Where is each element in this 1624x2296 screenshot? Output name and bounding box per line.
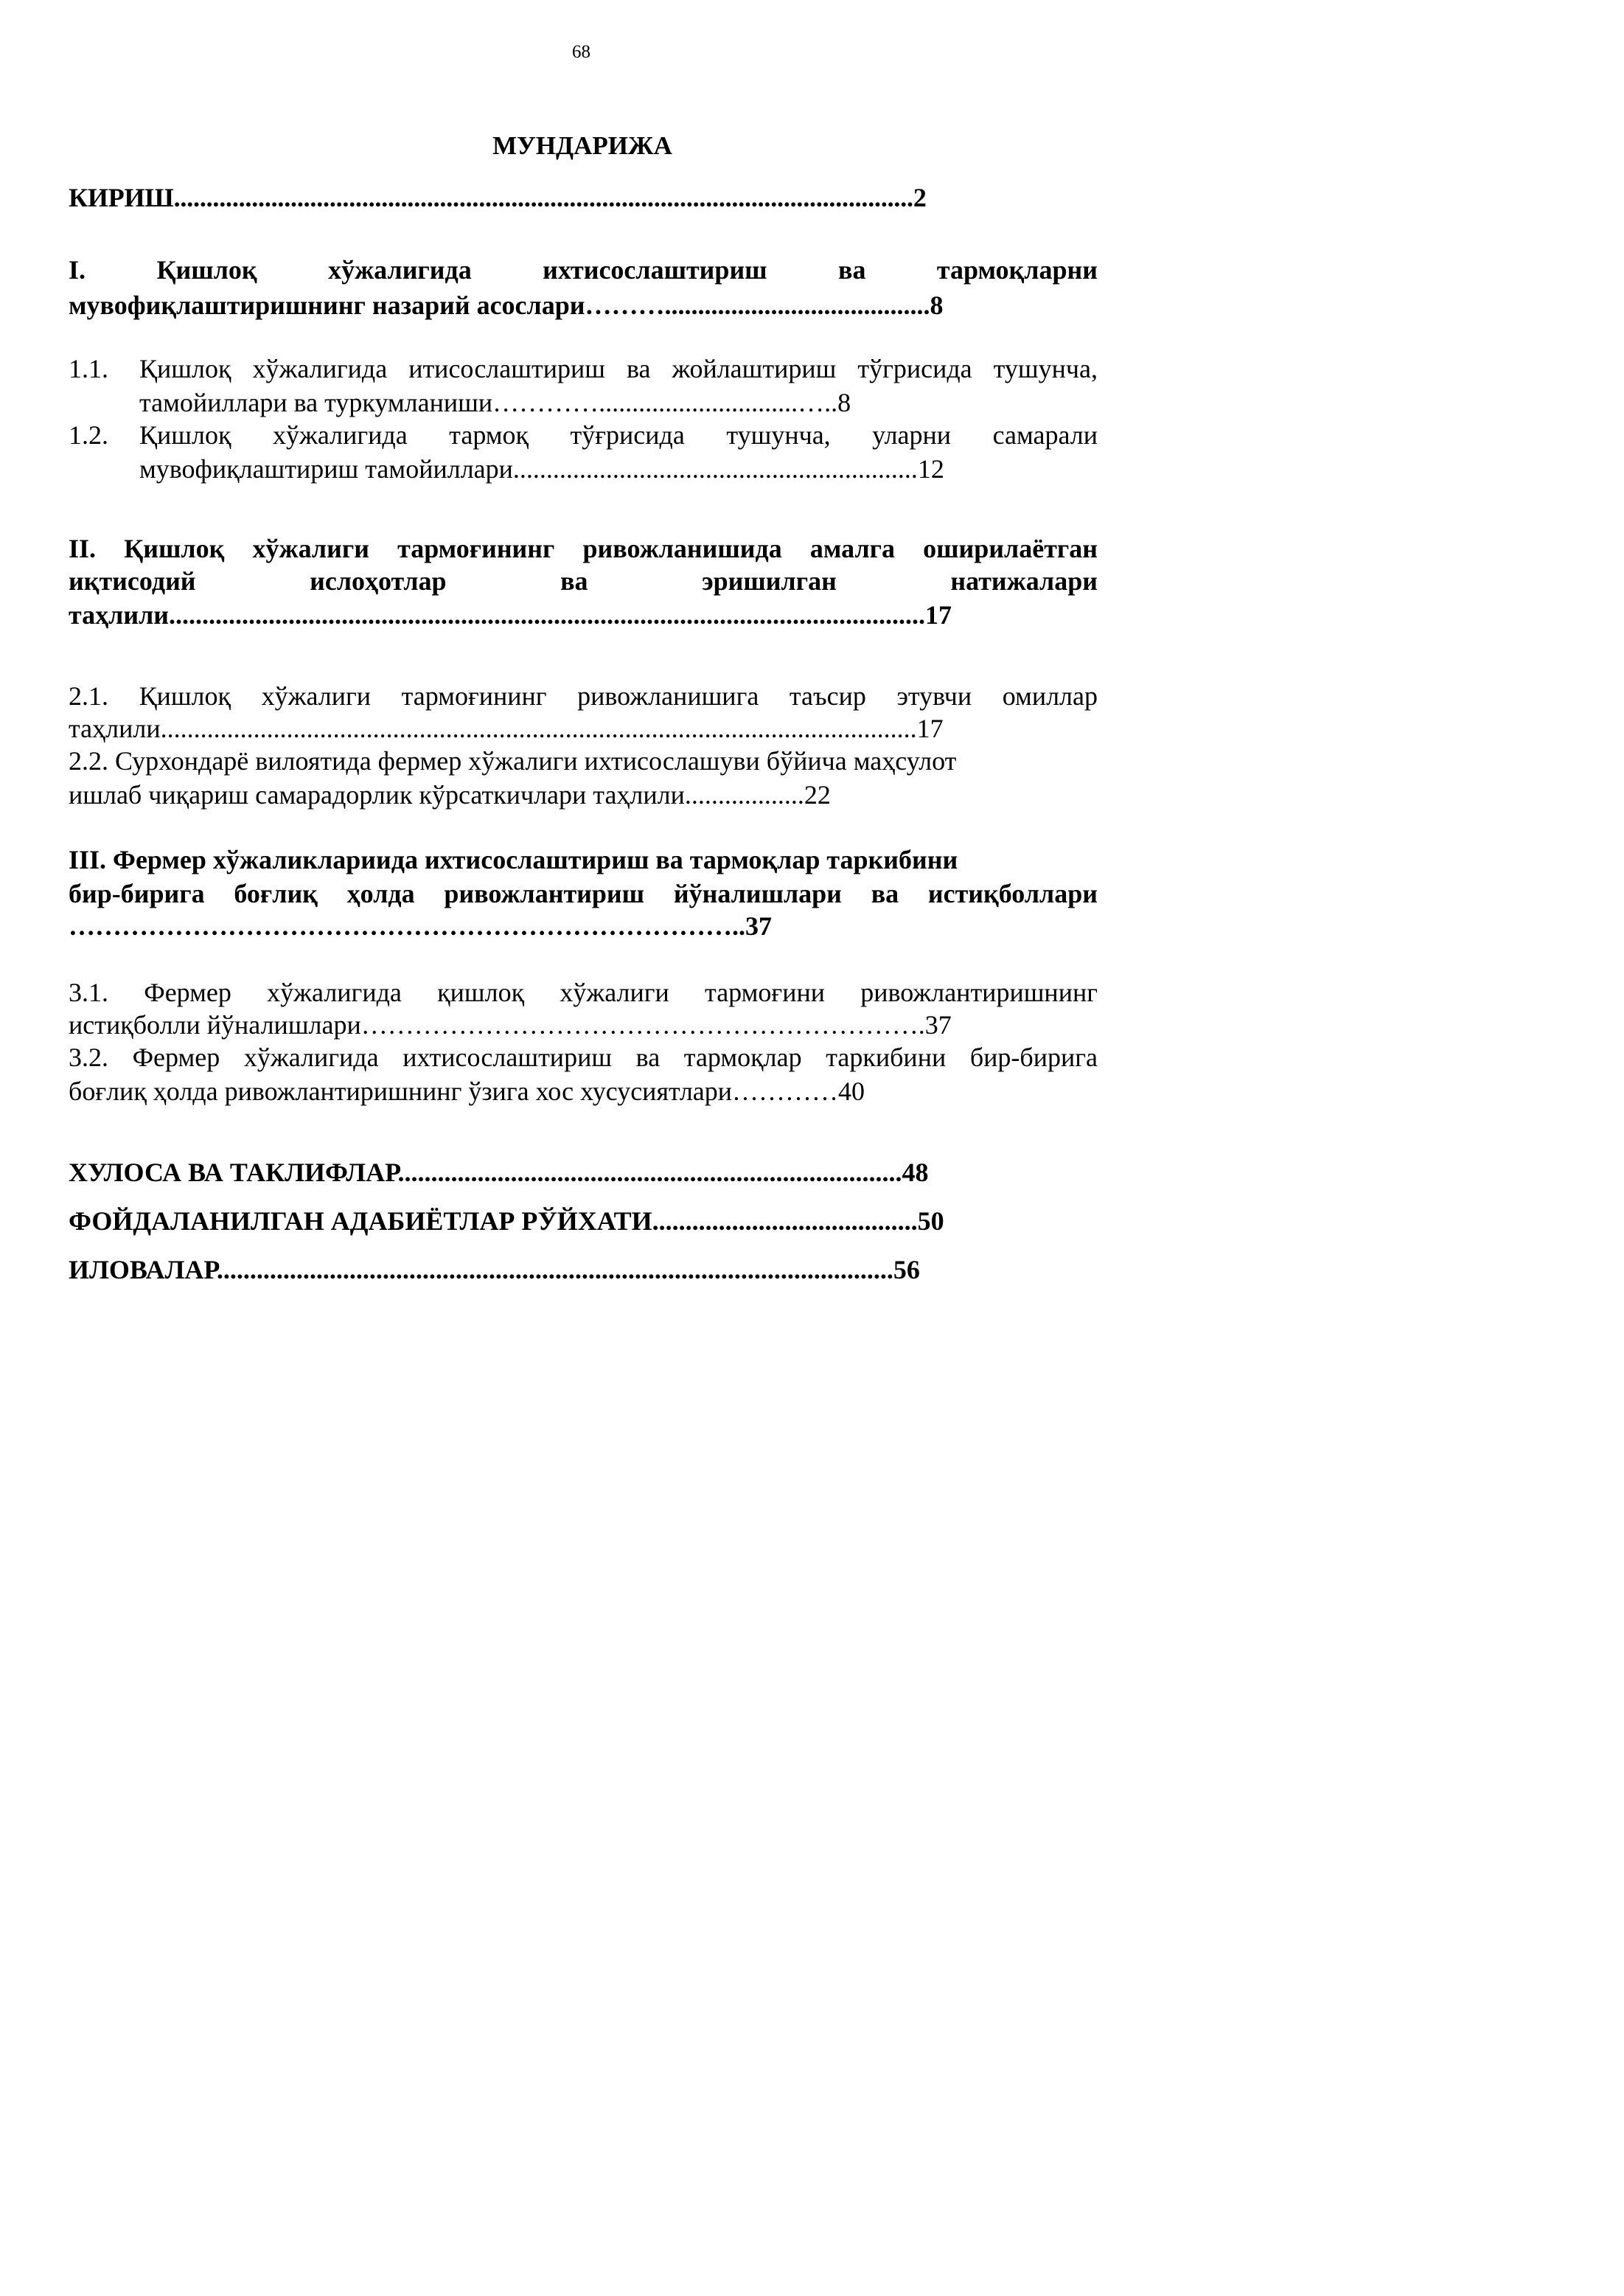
toc-section-3-1-line-1: 3.1. Фермер хўжалигида қишлоқ хўжалиги тармоғини ривожлантиришнинг <box>69 978 1098 1007</box>
toc-section-1-2 <box>69 419 1098 451</box>
section-title-line-2: тамойиллари ва туркумланиши…………..............................…..8 <box>139 388 851 417</box>
section-title-line-1: Қишлоқ хўжалигида тармоқ тўғрисида тушунча, уларни самарали <box>139 420 1098 450</box>
toc-entry-references: ФОЙДАЛАНИЛГАН АДАБИЁТЛАР РЎЙХАТИ........................................50 <box>69 1206 944 1236</box>
toc-section-2-2-line-1: 2.2. Сурхондарё вилоятида фермер хўжалиги ихтисослашуви бўйича маҳсулот <box>69 746 957 776</box>
page-number: 68 <box>572 42 590 62</box>
toc-chapter-2-line-2: иқтисодий ислоҳотлар ва эришилган натижалари <box>69 566 1098 596</box>
page-title: МУНДАРИЖА <box>492 131 672 160</box>
toc-entry-conclusion: ХУЛОСА ВА ТАКЛИФЛАР............................................................................48 <box>69 1158 929 1187</box>
toc-chapter-1-line-2: мувофиқлаштиришнинг назарий асослари………........................................8 <box>69 291 944 320</box>
toc-section-3-2-line-1: 3.2. Фермер хўжалигида ихтисослаштириш ва тармоқлар таркибини бир-бирига <box>69 1043 1098 1072</box>
toc-section-1-1-cont <box>69 386 1098 419</box>
toc-entry-appendices: ИЛОВАЛАР......................................................................................................56 <box>69 1255 920 1284</box>
toc-entry-intro: КИРИШ..................................................................................................................2 <box>69 183 927 212</box>
toc-section-3-1-line-2: истиқболли йўналишлари……………………………………………………….37 <box>69 1010 952 1040</box>
toc-section-1-2-cont <box>69 453 1098 485</box>
section-number: 1.1. <box>69 354 108 383</box>
toc-section-2-2-line-2: ишлаб чиқариш самарадорлик кўрсаткичлари таҳлили..................22 <box>69 780 831 810</box>
toc-chapter-2-line-1: II. Қишлоқ хўжалиги тармоғининг ривожланишида амалга оширилаётган <box>69 534 1098 563</box>
toc-chapter-3-line-2: бир-бирига боғлиқ ҳолда ривожлантириш йўналишлари ва истиқболлари <box>69 879 1098 908</box>
toc-section-3-2-line-2: боғлиқ ҳолда ривожлантиришнинг ўзига хос хусусиятлари…………40 <box>69 1076 865 1106</box>
toc-chapter-3-line-1: III. Фермер хўжаликлариида ихтисослаштириш ва тармоқлар таркибини <box>69 845 958 874</box>
toc-section-2-1-line-2: таҳлили..................................................................................................................17 <box>69 714 944 743</box>
toc-chapter-3-line-3: …………………………………………………………………..37 <box>69 911 772 941</box>
section-title-line-2: мувофиқлаштириш тамойиллари.............................................................12 <box>139 454 944 484</box>
toc-section-2-1-line-1: 2.1. Қишлоқ хўжалиги тармоғининг ривожланишига таъсир этувчи омиллар <box>69 681 1098 711</box>
toc-section-1-1 <box>69 352 1098 385</box>
toc-chapter-1-line-1: I. Қишлоқ хўжалигида ихтисослаштириш ва тармоқларни <box>69 255 1098 285</box>
section-title-line-1: Қишлоқ хўжалигида итисослаштириш ва жойлаштириш тўгрисида тушунча, <box>139 354 1098 383</box>
toc-chapter-2-line-3: таҳлили..................................................................................................................17 <box>69 600 952 630</box>
section-number: 1.2. <box>69 420 108 450</box>
